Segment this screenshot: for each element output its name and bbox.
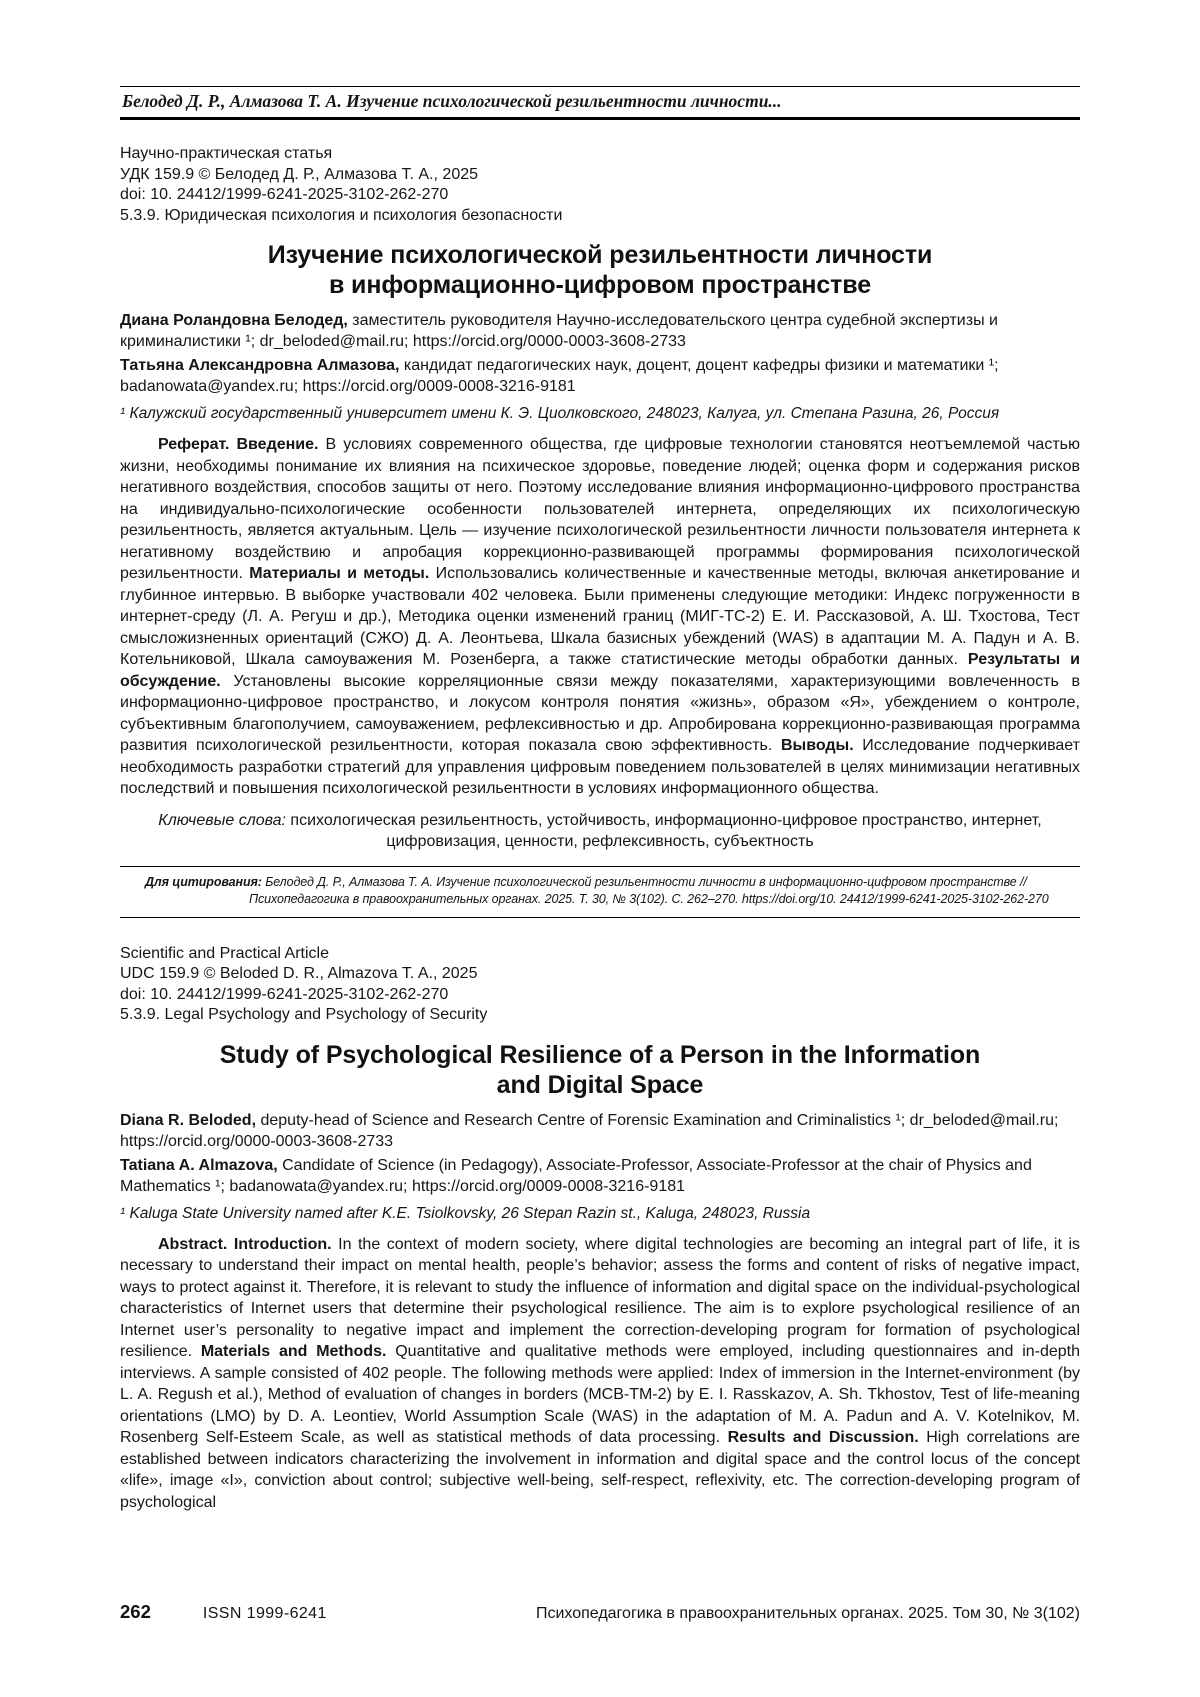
running-head: [120, 86, 1080, 120]
citation-text: Для цитирования: Белодед Д. Р., Алмазова Т. А. Изучение психологической резильентности личности в информационно-цифровом пространстве // Психопедагогика в правоохранительных органах. 2025. Т. 30, № 3(102). С. 262–270. https://doi.org/10. 24412/1999-6241-2025-3102-262-270: [145, 874, 1049, 906]
ru-author-2: Татьяна Александровна Алмазова, кандидат педагогических наук, доцент, доцент кафедры физики и математики ¹; badanowata@yandex.ru; https://orcid.org/0009-0008-3216-9181: [120, 357, 999, 395]
ru-author-1: Диана Роландовна Белодед, заместитель руководителя Научно-исследовательского центра судебной экспертизы и криминалистики ¹; dr_beloded@mail.ru; https://orcid.org/0000-0003-3608-2733: [120, 312, 998, 350]
ru-authors: [120, 310, 1080, 397]
ru-article-type: Научно-практическая статья: [120, 145, 333, 162]
en-abstract: Abstract. Introduction. In the context of modern society, where digital technologies are becoming an integral part of life, it is necessary to understand their impact on mental health, people’s behavior; assess the forms and content of risks of negative impact, ways to protect against it. Therefore, it is relevant to study the influence of information and digital space on the individual-psychological characteristics of Internet users that determine their psychological resilience. The aim is to explore psychological resilience of an Internet user’s personality to negative impact and implement the correction-developing program for formation of psychological resilience. Materials and Methods. Quantitative and qualitative methods were employed, including questionnaires and in-depth interviews. A sample consisted of 402 people. The following methods were applied: Index of immersion in the Internet-environment (by L. A. Regush et al.), Method of evaluation of changes in borders (MCB-TM-2) by E. I. Rasskazov, A. Sh. Tkhostov, Test of life-meaning orientations (LMO) by D. A. Leontiev, World Assumption Scale (WAS) in the adaptation of M. A. Padun and A. V. Kotelnikov, M. Rosenberg Self-Esteem Scale, as well as statistical methods of data processing. Results and Discussion. High correlations are established between indicators characterizing the involvement in information and digital space and the control locus of the concept «life», image «I», conviction about control; subjective well-being, self-respect, reflexivity, etc. The correction-developing program of psychological: [120, 1235, 1081, 1511]
ru-meta-block: [120, 144, 1080, 226]
en-article-title: Study of Psychological Resilience of a Person in the Information and Digital Space: [219, 1040, 981, 1099]
ru-section-line: 5.3.9. Юридическая психология и психология безопасности: [120, 206, 563, 224]
ru-doi-line: doi: 10. 24412/1999-6241-2025-3102-262-270: [120, 186, 449, 203]
running-title: Белодед Д. Р., Алмазова Т. А. Изучение психологической резильентности личности...: [122, 91, 782, 111]
journal-reference: Психопедагогика в правоохранительных органах. 2025. Том 30, № 3(102): [535, 1605, 1080, 1622]
ru-abstract: Реферат. Введение. В условиях современного общества, где цифровые технологии становятся неотъемлемой частью жизни, необходимы понимание их влияния на психическое здоровье, поведение людей; оценка форм и содержания рисков негативного воздействия, способов защиты от него. Поэтому исследование влияния информационно-цифрового пространства на индивидуально-психологические особенности пользователей интернета, определяющих их психологическую резильентность, является актуальным. Цель — изучение психологической резильентности личности пользователя интернета к негативному воздействию и апробация коррекционно-развивающей программы формирования психологической резильентности. Материалы и методы. Использовались количественные и качественные методы, включая анкетирование и глубинное интервью. В выборке участвовали 402 человека. Были применены следующие методики: Индекс погруженности в интернет-среду (Л. А. Регуш и др.), Методика оценки изменений границ (МИГ-ТС-2) Е. И. Рассказовой, А. Ш. Тхостова, Тест смысложизненных ориентаций (СЖО) Д. А. Леонтьева, Шкала базисных убеждений (WAS) в адаптации М. А. Падун и А. В. Котельниковой, Шкала самоуважения М. Розенберга, а также статистические методы обработки данных. Результаты и обсуждение. Установлены высокие корреляционные связи между показателями, характеризующими вовлеченность в информационно-цифровое пространство, и локусом контроля понятия «жизнь», образом «Я», убеждением о контроле, субъективным благополучием, самоуважением, рефлексивностью и др. Апробирована коррекционно-развивающая программа развития психологической резильентности, которая показала свою эффективность. Выводы. Исследование подчеркивает необходимость разработки стратегий для управления цифровым поведением пользователей в целях минимизации негативных последствий и повышения психологической резильентности в условиях информационного общества.: [120, 436, 1080, 797]
page-footer: [120, 1601, 1080, 1623]
ru-udc-line: УДК 159.9 © Белодед Д. Р., Алмазова Т. А., 2025: [120, 165, 479, 183]
ru-affiliation: ¹ Калужский государственный университет имени К. Э. Циолковского, 248023, Калуга, ул. Степана Разина, 26, Россия: [120, 405, 1000, 422]
en-affiliation: ¹ Kaluga State University named after K.E. Tsiolkovsky, 26 Stepan Razin st., Kaluga, 248023, Russia: [120, 1204, 811, 1222]
en-authors: [120, 1110, 1080, 1197]
en-section-line: 5.3.9. Legal Psychology and Psychology of Security: [120, 1006, 488, 1023]
ru-keywords: Ключевые слова: психологическая резильентность, устойчивость, информационно-цифровое пространство, интернет, цифровизация, ценности, рефлексивность, субъектность: [158, 811, 1042, 850]
issn-label: ISSN 1999-6241: [202, 1605, 327, 1622]
page-number: 262: [120, 1601, 151, 1622]
citation-block: [120, 866, 1080, 918]
ru-article-title: Изучение психологической резильентности личности в информационно-цифровом пространстве: [267, 241, 933, 299]
en-article-type: Scientific and Practical Article: [120, 944, 329, 962]
en-doi-line: doi: 10. 24412/1999-6241-2025-3102-262-270: [120, 985, 449, 1003]
en-author-2: Tatiana A. Almazova, Candidate of Science (in Pedagogy), Associate-Professor, Associate-Professor at the chair of Physics and Mathematics ¹; badanowata@yandex.ru; https://orcid.org/0009-0008-3216-9181: [120, 1156, 1032, 1195]
en-meta-block: [120, 944, 1080, 1026]
en-udc-line: UDC 159.9 © Beloded D. R., Almazova T. A., 2025: [120, 965, 478, 982]
en-author-1: Diana R. Beloded, deputy-head of Science and Research Centre of Forensic Examination and Criminalistics ¹; dr_beloded@mail.ru; https://orcid.org/0000-0003-3608-2733: [120, 1111, 1059, 1150]
